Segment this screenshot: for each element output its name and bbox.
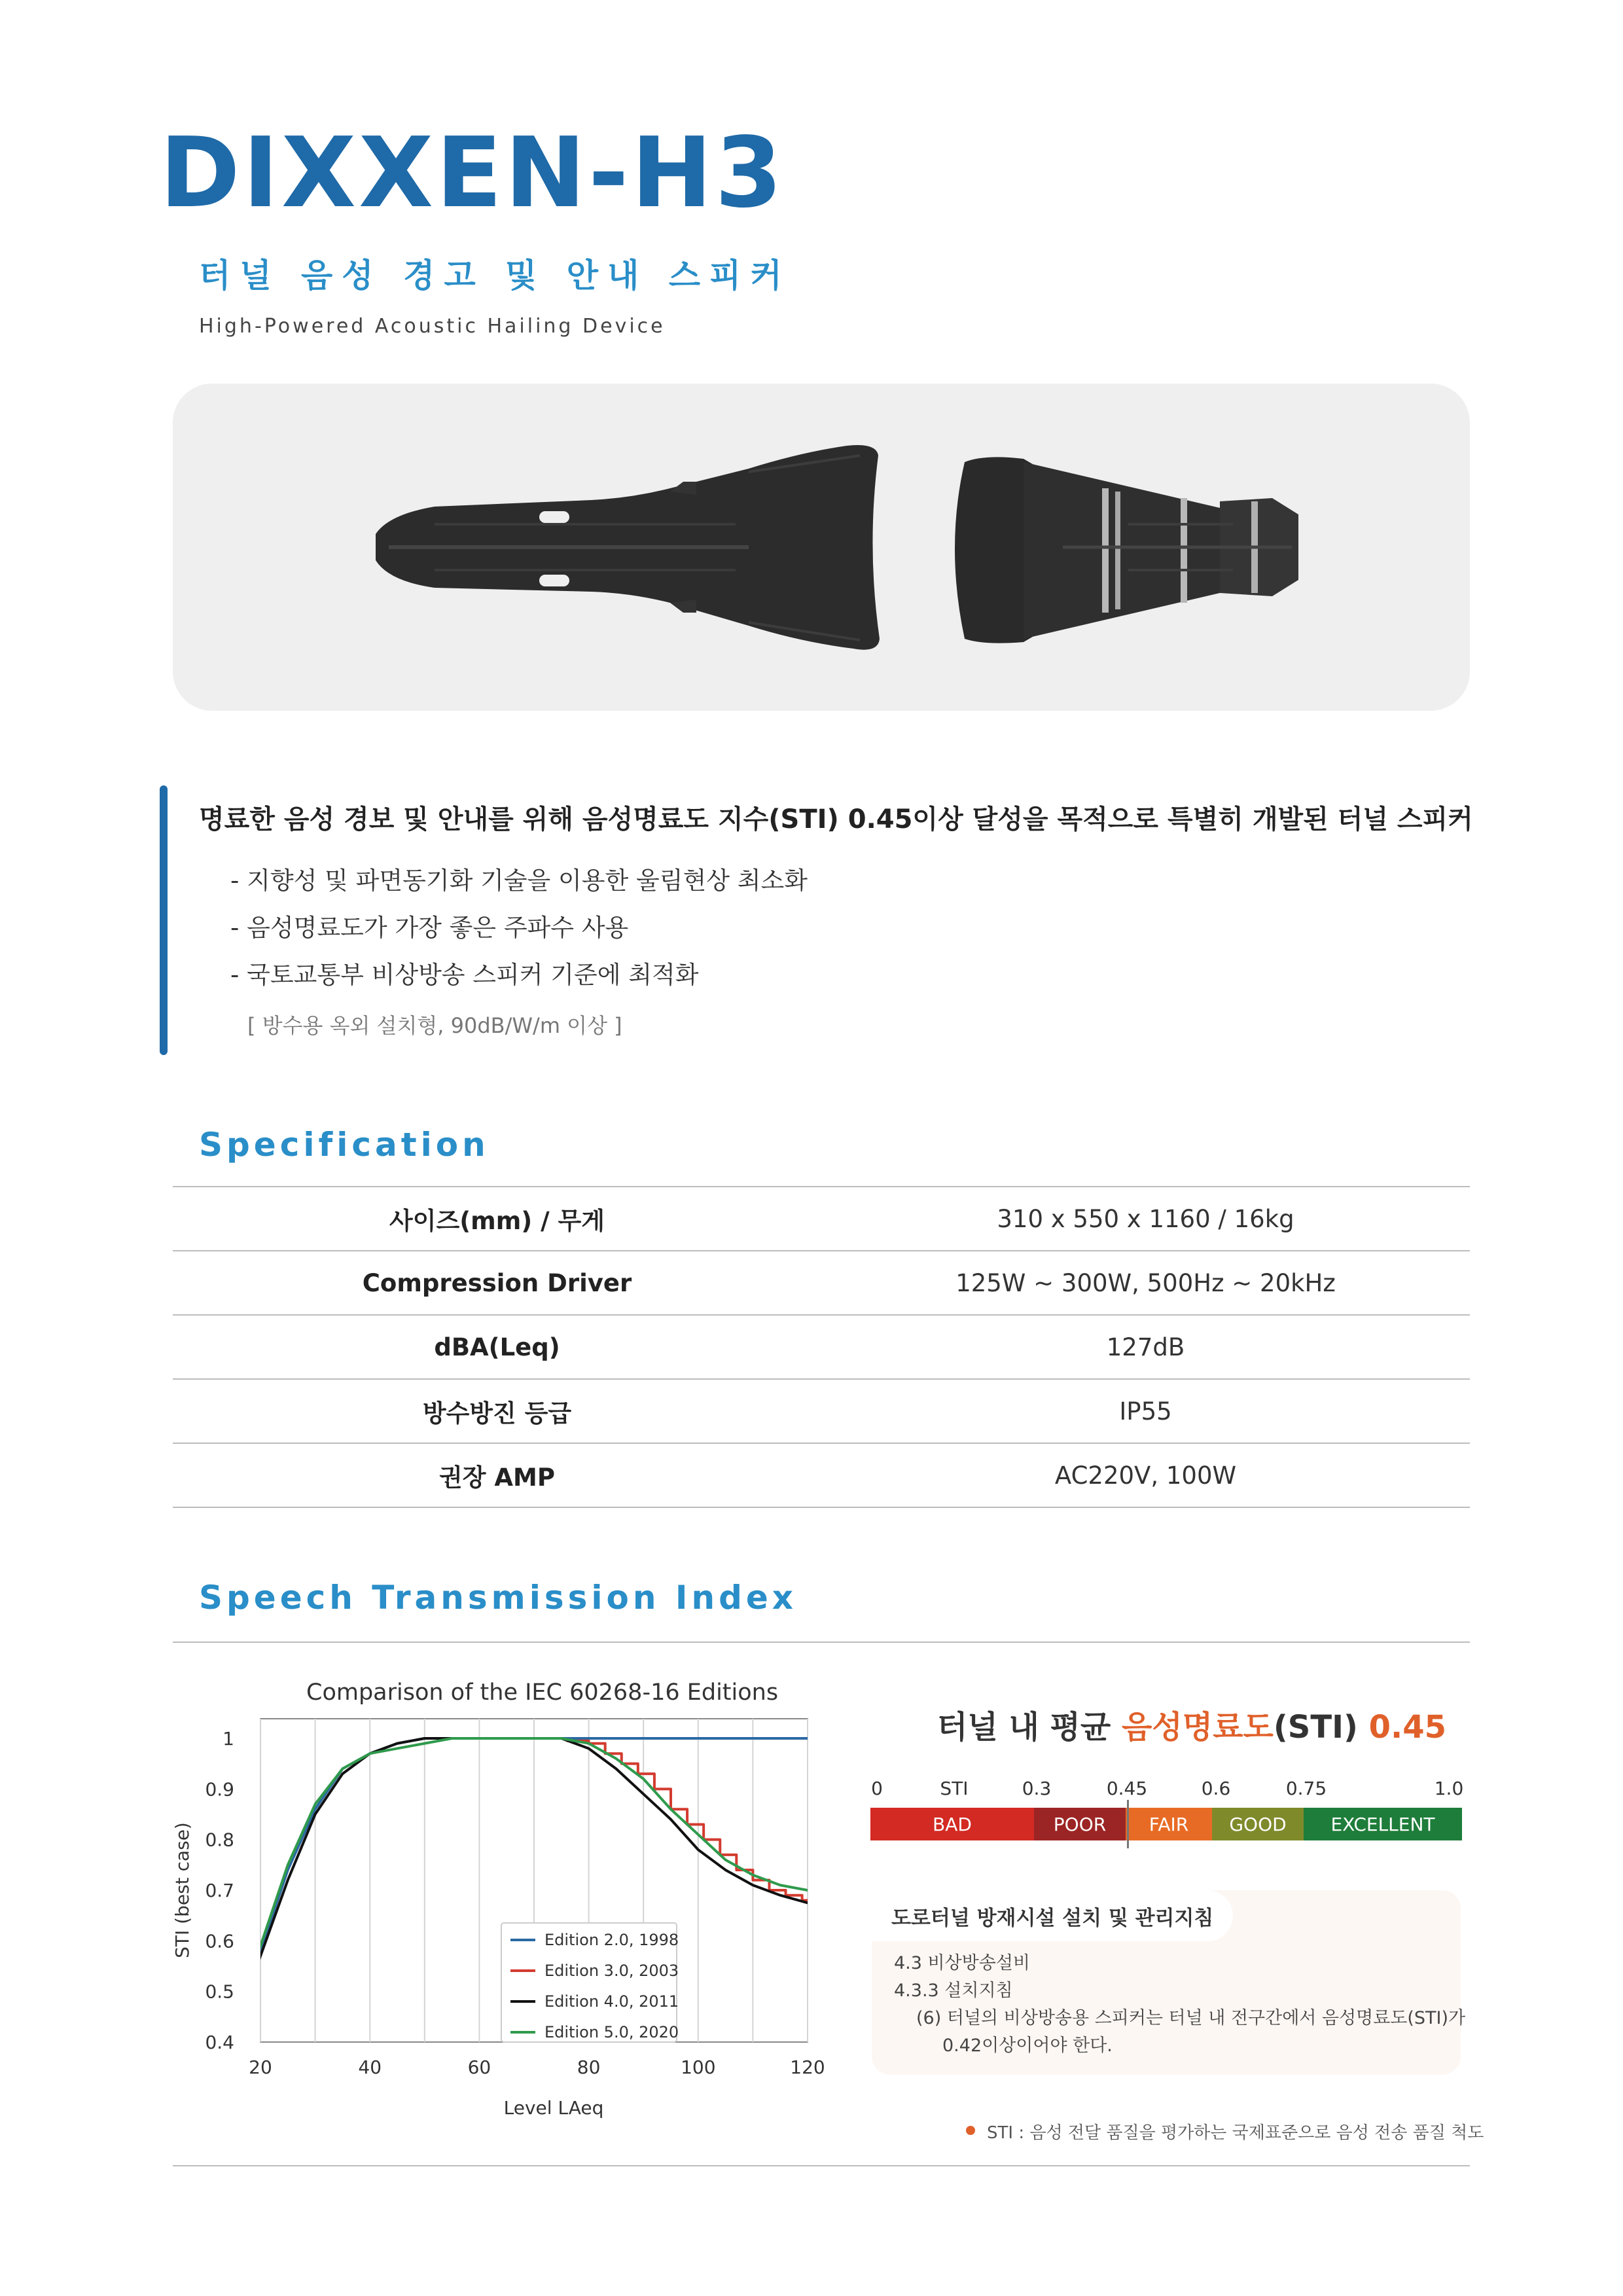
- scale-label: 1.0: [1434, 1778, 1464, 1799]
- product-subtitle-english: High-Powered Acoustic Hailing Device: [199, 315, 666, 338]
- spec-label: dBA(Leq): [173, 1315, 821, 1379]
- spec-value: AC220V, 100W: [821, 1443, 1470, 1507]
- legend-entry: Edition 4.0, 2011: [544, 1992, 679, 2011]
- y-tick-label: 0.9: [205, 1778, 234, 1801]
- table-row: [173, 1379, 1470, 1443]
- scale-segment-label: POOR: [1053, 1813, 1107, 1835]
- scale-segment-good: [1212, 1808, 1304, 1840]
- sti-average-heading: [937, 1702, 1446, 1747]
- guideline-line: 0.42이상이어야 한다.: [942, 2036, 1113, 2056]
- scale-label: 0: [871, 1778, 883, 1799]
- y-tick-label: 0.6: [205, 1930, 234, 1952]
- feature-bullet: - 음성명료도가 가장 좋은 주파수 사용: [230, 914, 629, 942]
- product-title: DIXXEN-H3: [160, 117, 785, 229]
- x-tick-label: 40: [358, 2056, 382, 2078]
- x-tick-label: 60: [467, 2056, 491, 2078]
- feature-bullet: - 국토교통부 비상방송 스피커 기준에 최적화: [230, 961, 699, 989]
- x-tick-label: 80: [577, 2056, 601, 2078]
- sti-heading-value: 0.45: [1368, 1709, 1447, 1746]
- sti-heading-mid: (STI): [1273, 1709, 1369, 1746]
- table-row: [173, 1315, 1470, 1379]
- intro-accent-bar: [160, 785, 168, 1055]
- installation-note: [ 방수용 옥외 설치형, 90dB/W/m 이상 ]: [247, 1013, 622, 1038]
- scale-label: 0.6: [1201, 1778, 1231, 1799]
- scale-label: 0.75: [1285, 1778, 1327, 1799]
- x-tick-label: 120: [790, 2056, 825, 2078]
- footnote-bullet-icon: [966, 2126, 975, 2135]
- x-axis-label: Level LAeq: [503, 2097, 604, 2119]
- spec-value: 125W ~ 300W, 500Hz ~ 20kHz: [821, 1251, 1470, 1315]
- scale-label: STI: [940, 1778, 969, 1799]
- guideline-title: 도로터널 방재시설 설치 및 관리지침: [872, 1890, 1233, 1941]
- scale-segment-poor: [1034, 1808, 1126, 1840]
- sti-comparison-chart: [157, 1708, 838, 2140]
- scale-segment-label: GOOD: [1229, 1813, 1287, 1835]
- y-tick-label: 0.7: [205, 1880, 234, 1901]
- sti-section-title: Speech Transmission Index: [199, 1579, 798, 1617]
- x-tick-label: 20: [249, 2056, 272, 2078]
- table-row: [173, 1443, 1470, 1507]
- specification-table: [173, 1186, 1470, 1508]
- table-row: [173, 1187, 1470, 1251]
- table-row: [173, 1251, 1470, 1315]
- scale-segment-label: BAD: [933, 1813, 972, 1835]
- y-tick-label: 1: [223, 1728, 234, 1749]
- spec-value: IP55: [821, 1379, 1470, 1443]
- guideline-line: 4.3 비상방송설비: [894, 1953, 1031, 1973]
- feature-bullet: - 지향성 및 파면동기화 기술을 이용한 울림현상 최소화: [230, 867, 808, 895]
- scale-label: 0.3: [1022, 1778, 1052, 1799]
- y-tick-label: 0.5: [205, 1981, 234, 2003]
- product-subtitle-korean: 터널 음성 경고 및 안내 스피커: [199, 257, 791, 295]
- spec-label: 사이즈(mm) / 무게: [173, 1187, 821, 1251]
- sti-heading-accent: 음성명료도: [1121, 1709, 1274, 1746]
- scale-segment-label: EXCELLENT: [1330, 1813, 1435, 1835]
- spec-label: Compression Driver: [173, 1251, 821, 1315]
- spec-label: 권장 AMP: [173, 1443, 821, 1507]
- sti-threshold-marker: [1127, 1800, 1129, 1848]
- product-image-panel: [173, 384, 1470, 711]
- sti-heading-prefix: 터널 내 평균: [937, 1709, 1122, 1746]
- legend-entry: Edition 5.0, 2020: [544, 2023, 679, 2041]
- intro-headline: 명료한 음성 경보 및 안내를 위해 음성명료도 지수(STI) 0.45이상 달성을 목적으로 특별히 개발된 터널 스피커: [199, 804, 1473, 834]
- footnote: STI : 음성 전달 품질을 평가하는 국제표준으로 음성 전송 품질 척도: [987, 2123, 1484, 2143]
- spec-label: 방수방진 등급: [173, 1379, 821, 1443]
- scale-segment-label: FAIR: [1149, 1813, 1189, 1835]
- x-tick-label: 100: [681, 2056, 716, 2078]
- product-photos: [173, 384, 1470, 711]
- scale-segment-fair: [1126, 1808, 1212, 1840]
- sti-scale-bar: [870, 1808, 1462, 1840]
- guideline-line: 4.3.3 설치지침: [894, 1981, 1013, 2001]
- scale-segment-excellent: [1304, 1808, 1462, 1840]
- legend-entry: Edition 3.0, 2003: [544, 1962, 679, 1980]
- guideline-line: (6) 터널의 비상방송용 스피커는 터널 내 전구간에서 음성명료도(STI)가: [916, 2008, 1466, 2028]
- scale-label: 0.45: [1106, 1778, 1148, 1799]
- spec-value: 310 x 550 x 1160 / 16kg: [821, 1187, 1470, 1251]
- y-tick-label: 0.8: [205, 1829, 234, 1851]
- bottom-divider: [173, 2165, 1470, 2166]
- section-divider: [173, 1641, 1470, 1643]
- y-axis-label: STI (best case): [171, 1822, 193, 1958]
- speaker-side-view: [376, 445, 880, 650]
- speaker-front-view: [955, 457, 1298, 643]
- specification-title: Specification: [199, 1126, 490, 1164]
- chart-title: Comparison of the IEC 60268-16 Editions: [306, 1679, 779, 1706]
- spec-value: 127dB: [821, 1315, 1470, 1379]
- legend-entry: Edition 2.0, 1998: [544, 1931, 679, 1949]
- scale-segment-bad: [870, 1808, 1034, 1840]
- y-tick-label: 0.4: [205, 2032, 234, 2053]
